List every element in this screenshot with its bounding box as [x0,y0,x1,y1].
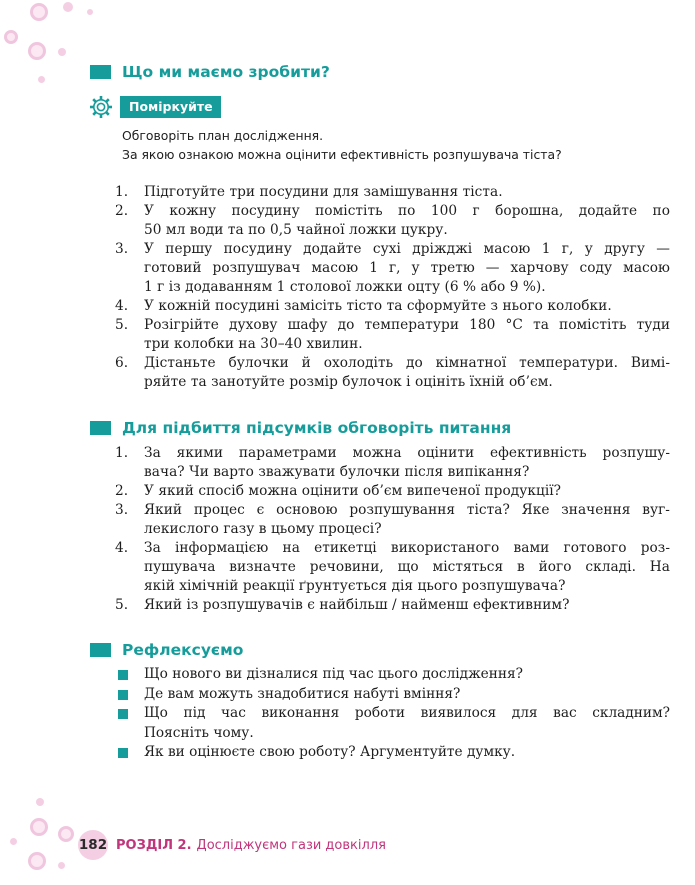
item-line: Який процес є основою розпушування тіста? Яке значення вуг- [144,502,670,518]
think-line: За якою ознакою можна оцінити ефективність розпушувача тіста? [122,147,562,162]
item-line: Як ви оцінюєте свою роботу? Аргументуйте думку. [144,744,516,760]
item-number: 2. [115,483,129,499]
item-line: Який із розпушувачів є найбільш / найменш ефективним? [144,597,570,613]
decor-dot [36,798,44,806]
decor-dot [30,818,48,836]
item-line: Поясніть чому. [144,724,254,741]
item-line: ряйте та занотуйте розмір булочок і оцініть їхній об’єм. [144,374,553,390]
list-item [115,202,670,240]
list-item [115,316,670,354]
section-bar [90,643,111,657]
page-number: 182 [78,830,108,860]
list-item [118,685,670,705]
decor-dot [28,42,46,60]
chapter-title: Досліджуємо гази довкілля [196,837,386,853]
item-line: Дістаньте булочки й охолодіть до кімнатної температури. Вимі- [144,355,670,371]
think-label: Поміркуйте [120,96,221,118]
item-line: три колобки на 30–40 хвилин. [144,336,363,352]
item-line: За якими параметрами можна оцінити ефективність розпушу- [144,445,670,461]
section-title: Для підбиття підсумків обговоріть питання [122,419,512,437]
item-line: У кожну посудину помістіть по 100 г борошна, додайте по [144,203,670,219]
list-item [115,240,670,297]
item-line: готовий розпушувач масою 1 г, у третю — харчову соду масою [144,260,670,276]
gear-icon [88,94,114,120]
item-line: якій хімічній реакції ґрунтується дія цього розпушувача? [144,578,566,594]
decor-dot [58,48,66,56]
decor-dot [10,838,17,845]
list-item [115,501,670,539]
bullet-square [118,748,128,758]
decor-dot [58,862,65,869]
item-line: Що під час виконання роботи виявилося для вас складним? [144,705,670,721]
decor-dot [63,2,73,12]
item-line: 1 г із додаванням 1 столової ложки оцту (6 % або 9 %). [144,279,546,295]
list-item [118,743,670,763]
section-bar [90,421,111,435]
item-number: 3. [115,241,129,257]
decor-dot [30,3,48,21]
item-line: Розігрійте духову шафу до температури 180 °С та помістіть туди [144,317,670,333]
list-item [115,183,670,202]
item-number: 1. [115,184,129,200]
item-line: лекислого газу в цьому процесі? [144,521,382,537]
think-block [88,94,221,120]
bullet-square [118,690,128,700]
think-text [122,126,642,164]
section-heading-summary [90,419,511,437]
item-number: 1. [115,445,129,461]
decor-dot [38,76,45,83]
list-item [115,354,670,392]
reflection-list [118,665,670,763]
item-line: Що нового ви дізналися під час цього дослідження? [144,666,523,682]
list-item [118,665,670,685]
section-title: Рефлексуємо [122,641,244,659]
decor-dot [87,9,93,15]
section-heading-reflect [90,641,243,659]
list-item [115,297,670,316]
item-line: 50 мл води та по 0,5 чайної ложки цукру. [144,222,448,238]
discussion-questions [115,444,670,615]
item-number: 6. [115,355,129,371]
page-footer [78,830,386,860]
section-title: Що ми маємо зробити? [122,63,330,81]
item-number: 5. [115,597,129,613]
item-number: 4. [115,540,129,556]
item-line: За інформацією на етикетці використаного вами готового роз- [144,540,670,556]
bullet-square [118,709,128,719]
item-number: 4. [115,298,129,314]
item-number: 5. [115,317,129,333]
item-line: Підготуйте три посудини для замішування тіста. [144,184,503,200]
section-bar [90,65,111,79]
item-number: 3. [115,502,129,518]
bullet-square [118,670,128,680]
item-line: У першу посудину додайте сухі дріжджі масою 1 г, у другу — [144,241,670,257]
list-item [115,482,670,501]
chapter-label: РОЗДІЛ 2. [116,837,192,853]
list-item [118,704,670,743]
item-line: пушувача визначте речовини, що містяться в його складі. На [144,559,670,575]
item-line: вача? Чи варто зважувати булочки після випікання? [144,464,530,480]
item-line: Де вам можуть знадобитися набуті вміння? [144,685,461,702]
list-item [115,539,670,596]
decor-dot [28,852,46,870]
procedure-steps [115,183,670,392]
decor-dot [58,826,74,842]
think-line: Обговоріть план дослідження. [122,128,324,143]
section-heading-todo [90,63,330,81]
list-item [115,596,670,615]
list-item [115,444,670,482]
item-line: У кожній посудині замісіть тісто та сформуйте з нього колобки. [144,298,612,314]
item-line: У який спосіб можна оцінити об’єм випеченої продукції? [144,483,562,499]
item-number: 2. [115,203,129,219]
decor-dot [4,30,18,44]
